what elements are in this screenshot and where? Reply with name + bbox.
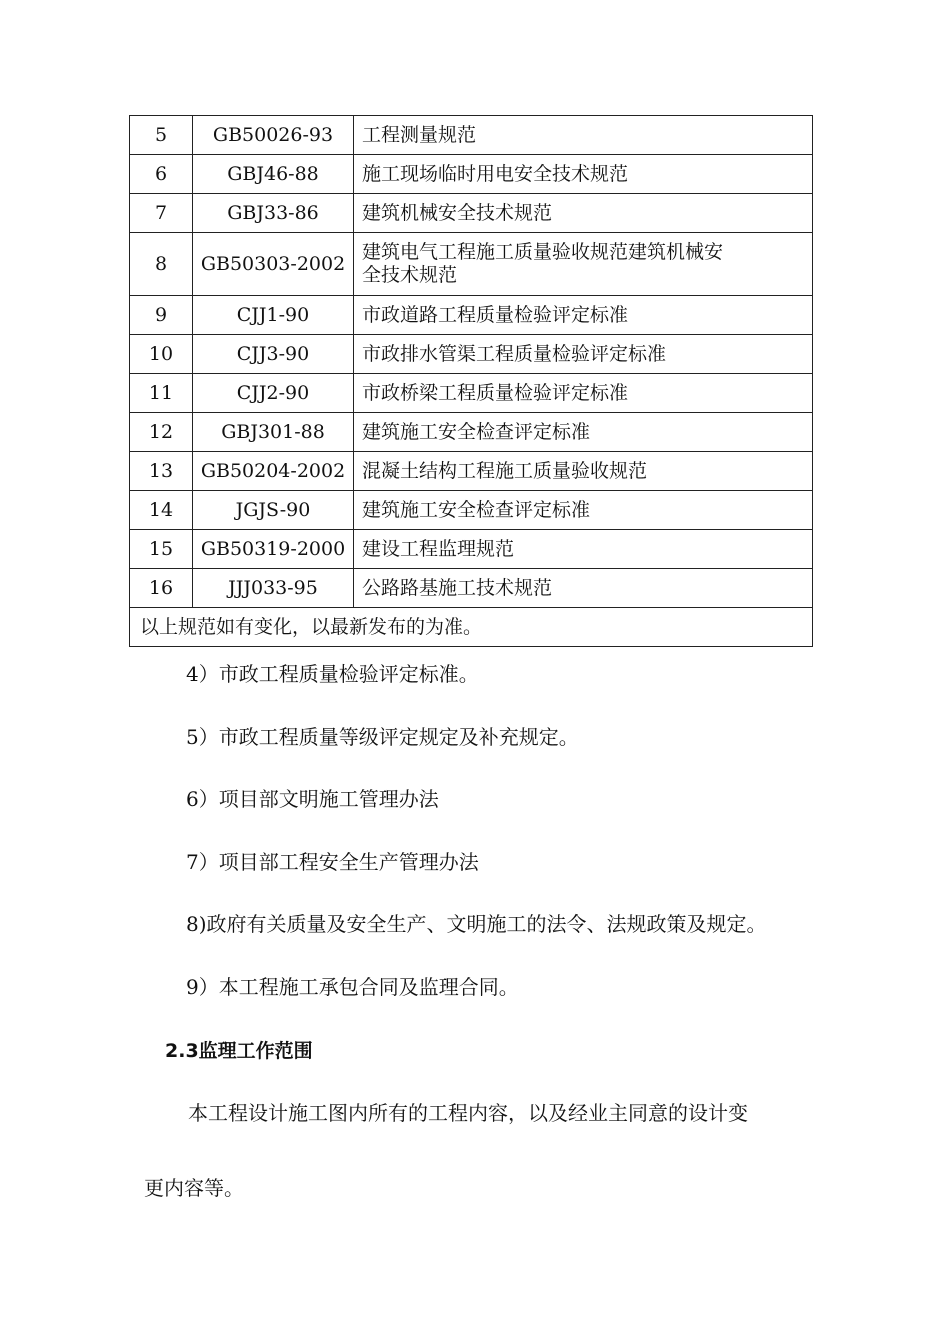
table-note: 以上规范如有变化，以最新发布的为准。 (130, 608, 813, 647)
standard-code: CJJ1-90 (193, 296, 354, 335)
standard-code: JJJ033-95 (193, 569, 354, 608)
standard-code: GB50026-93 (193, 116, 354, 155)
table-row (130, 155, 813, 194)
standard-code: GB50319-2000 (193, 530, 354, 569)
standard-code: JGJS-90 (193, 491, 354, 530)
table-row (130, 194, 813, 233)
row-number: 16 (130, 569, 193, 608)
standard-name: 建筑施工安全检查评定标准 (354, 413, 813, 452)
row-number: 13 (130, 452, 193, 491)
table-row (130, 530, 813, 569)
standard-name: 市政道路工程质量检验评定标准 (354, 296, 813, 335)
standard-code: GBJ33-86 (193, 194, 354, 233)
standard-name: 市政桥梁工程质量检验评定标准 (354, 374, 813, 413)
row-number: 8 (130, 233, 193, 296)
section-heading: 2.3监理工作范围 (165, 1040, 313, 1062)
row-number: 14 (130, 491, 193, 530)
table-note-row (130, 608, 813, 647)
row-number: 5 (130, 116, 193, 155)
standard-name: 建筑机械安全技术规范 (354, 194, 813, 233)
list-item: 8)政府有关质量及安全生产、文明施工的法令、法规政策及规定。 (186, 912, 767, 936)
table-row (130, 569, 813, 608)
row-number: 6 (130, 155, 193, 194)
standard-name: 施工现场临时用电安全技术规范 (354, 155, 813, 194)
standard-name: 建筑施工安全检查评定标准 (354, 491, 813, 530)
standard-name: 工程测量规范 (354, 116, 813, 155)
standard-name-line-2: 全技术规范 (362, 264, 458, 286)
section-body-line-2: 更内容等。 (144, 1176, 244, 1200)
standard-code: CJJ3-90 (193, 335, 354, 374)
standard-name: 混凝土结构工程施工质量验收规范 (354, 452, 813, 491)
table-row (130, 296, 813, 335)
standards-table (129, 115, 813, 647)
standard-code: GB50303-2002 (193, 233, 354, 296)
table-row (130, 452, 813, 491)
standard-code: GBJ46-88 (193, 155, 354, 194)
standard-name: 建设工程监理规范 (354, 530, 813, 569)
table-row (130, 374, 813, 413)
list-item: 9）本工程施工承包合同及监理合同。 (186, 975, 519, 999)
table-row (130, 233, 813, 296)
standard-name: 市政排水管渠工程质量检验评定标准 (354, 335, 813, 374)
table-row (130, 413, 813, 452)
section-body-line-1: 本工程设计施工图内所有的工程内容，以及经业主同意的设计变 (188, 1101, 748, 1125)
table-row (130, 116, 813, 155)
row-number: 11 (130, 374, 193, 413)
row-number: 15 (130, 530, 193, 569)
row-number: 9 (130, 296, 193, 335)
list-item: 6）项目部文明施工管理办法 (186, 787, 439, 811)
row-number: 7 (130, 194, 193, 233)
table-row (130, 335, 813, 374)
standard-code: CJJ2-90 (193, 374, 354, 413)
row-number: 12 (130, 413, 193, 452)
standard-code: GBJ301-88 (193, 413, 354, 452)
standard-name: 公路路基施工技术规范 (354, 569, 813, 608)
table-row (130, 491, 813, 530)
list-item: 4）市政工程质量检验评定标准。 (186, 662, 479, 686)
standard-code: GB50204-2002 (193, 452, 354, 491)
row-number: 10 (130, 335, 193, 374)
standard-name (354, 233, 813, 296)
list-item: 5）市政工程质量等级评定规定及补充规定。 (186, 725, 579, 749)
list-item: 7）项目部工程安全生产管理办法 (186, 850, 479, 874)
standard-name-line-1: 建筑电气工程施工质量验收规范建筑机械安 (362, 241, 724, 263)
